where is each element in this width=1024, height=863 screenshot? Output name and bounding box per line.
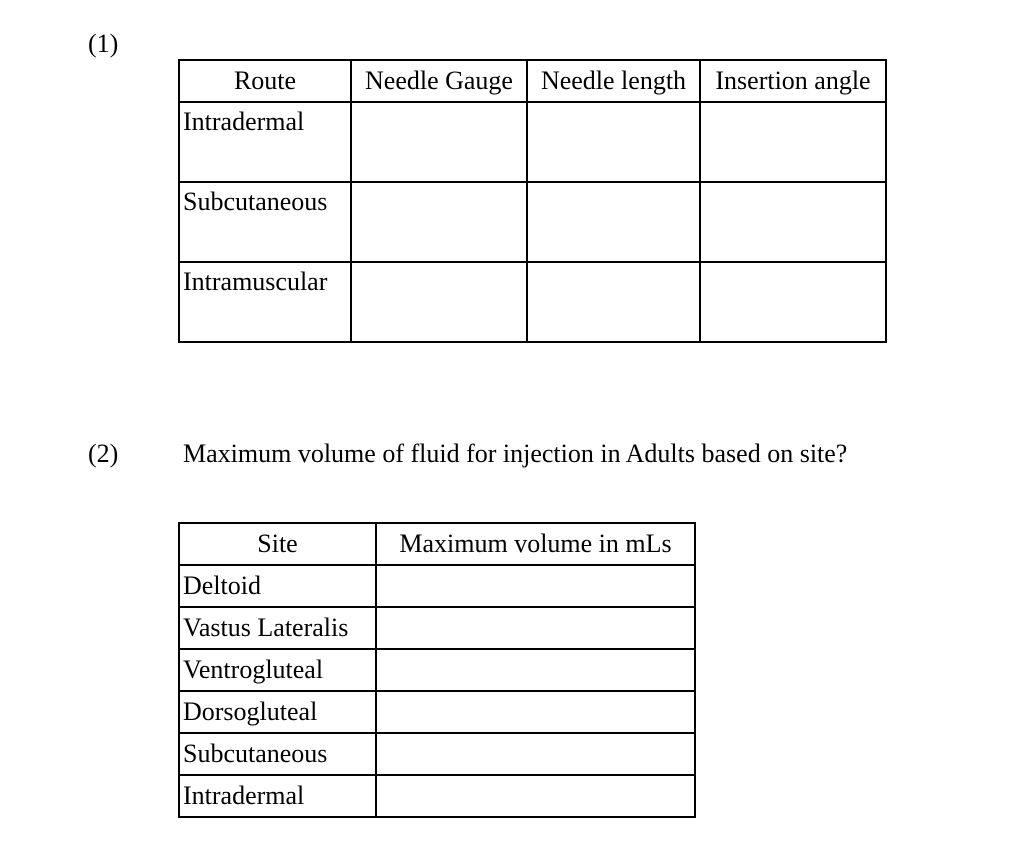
site-cell: Dorsogluteal — [179, 691, 376, 733]
site-cell: Deltoid — [179, 565, 376, 607]
max-volume-cell[interactable] — [376, 691, 695, 733]
site-cell: Ventrogluteal — [179, 649, 376, 691]
site-cell: Intradermal — [179, 775, 376, 817]
needle-length-cell[interactable] — [527, 102, 700, 182]
table-row — [179, 182, 886, 262]
max-volume-cell[interactable] — [376, 649, 695, 691]
needle-length-cell[interactable] — [527, 262, 700, 342]
table-row — [179, 262, 886, 342]
table-row — [179, 565, 695, 607]
table-row — [179, 102, 886, 182]
insertion-angle-cell[interactable] — [700, 182, 886, 262]
max-volume-cell[interactable] — [376, 733, 695, 775]
header-maximum-volume: Maximum volume in mLs — [376, 523, 695, 565]
table-row — [179, 775, 695, 817]
table-row — [179, 691, 695, 733]
header-needle-length: Needle length — [527, 60, 700, 102]
header-needle-gauge: Needle Gauge — [351, 60, 527, 102]
max-volume-cell[interactable] — [376, 775, 695, 817]
section-2-question: Maximum volume of fluid for injection in Adults based on site? — [183, 439, 848, 468]
section-1-number: (1) — [88, 29, 119, 58]
route-cell: Subcutaneous — [179, 182, 351, 262]
needle-gauge-cell[interactable] — [351, 262, 527, 342]
table-row — [179, 733, 695, 775]
header-site: Site — [179, 523, 376, 565]
section-2-number: (2) — [88, 439, 119, 468]
header-route: Route — [179, 60, 351, 102]
injection-route-table — [178, 59, 887, 343]
insertion-angle-cell[interactable] — [700, 102, 886, 182]
max-volume-table — [178, 522, 696, 818]
header-insertion-angle: Insertion angle — [700, 60, 886, 102]
needle-gauge-cell[interactable] — [351, 182, 527, 262]
route-cell: Intramuscular — [179, 262, 351, 342]
table-row — [179, 607, 695, 649]
insertion-angle-cell[interactable] — [700, 262, 886, 342]
max-volume-cell[interactable] — [376, 565, 695, 607]
site-cell: Subcutaneous — [179, 733, 376, 775]
needle-length-cell[interactable] — [527, 182, 700, 262]
needle-gauge-cell[interactable] — [351, 102, 527, 182]
max-volume-cell[interactable] — [376, 607, 695, 649]
route-cell: Intradermal — [179, 102, 351, 182]
table-header-row — [179, 60, 886, 102]
table-header-row — [179, 523, 695, 565]
table-row — [179, 649, 695, 691]
site-cell: Vastus Lateralis — [179, 607, 376, 649]
